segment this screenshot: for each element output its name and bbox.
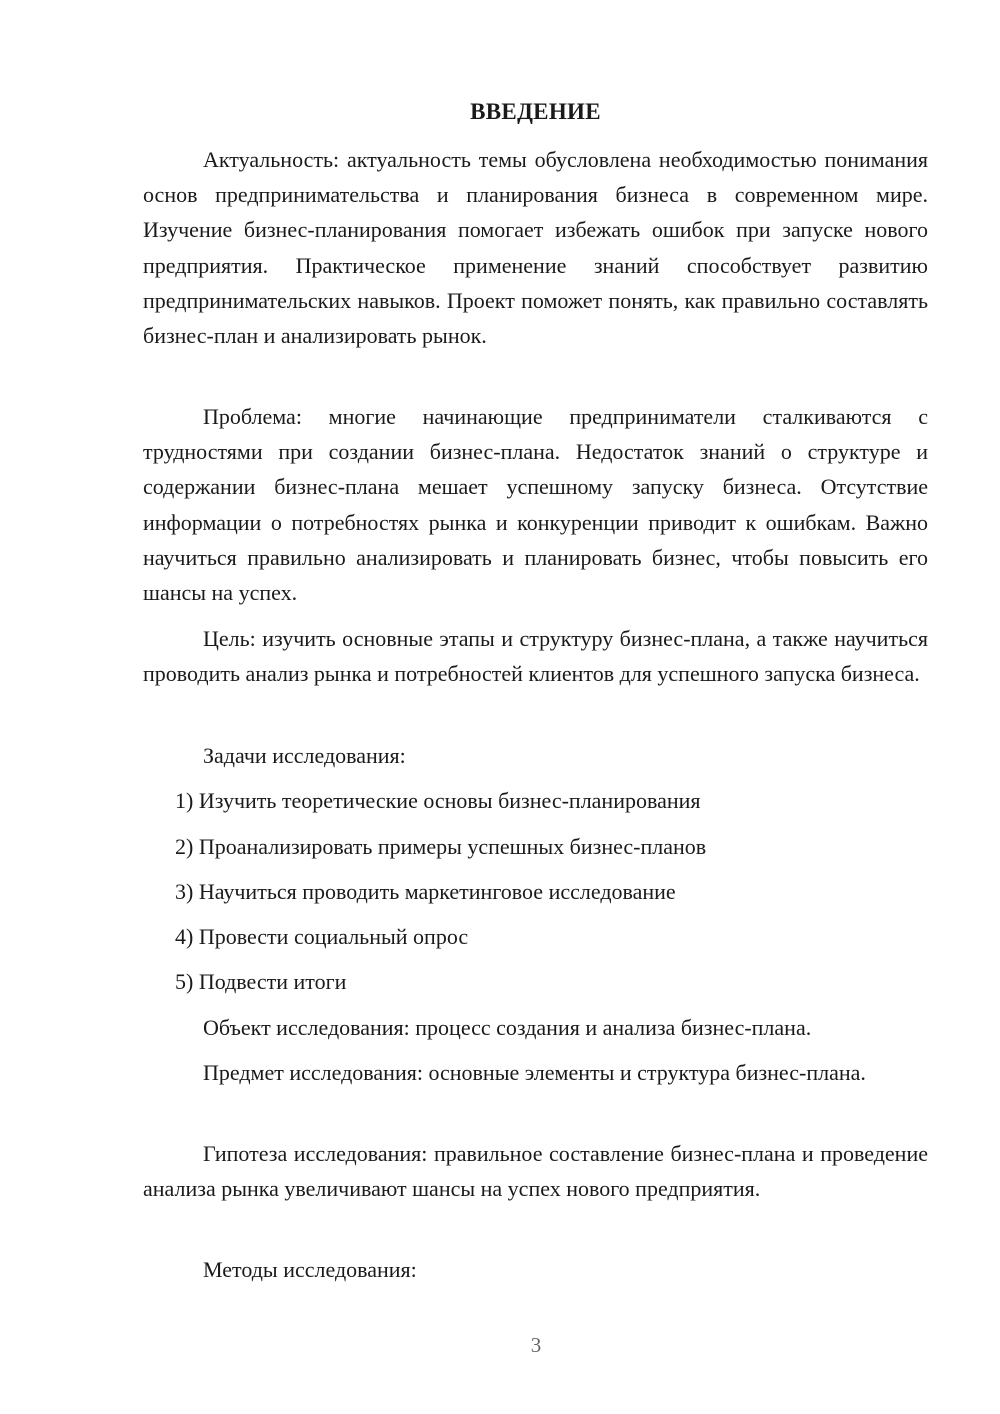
- relevance-paragraph: Актуальность: актуальность темы обусловлена необходимостью понимания основ предпринимательства и планирования бизнеса в современном мире. Изучение бизнес-планирования помогает избежать ошибок при запуске нового предприятия. Практическое применение знаний способствует развитию предпринимательских навыков. Проект поможет понять, как правильно составлять бизнес-план и анализировать рынок.: [143, 147, 928, 349]
- page-number: 3: [530, 1333, 542, 1357]
- methods-heading: Методы исследования:: [203, 1257, 417, 1282]
- hypothesis-paragraph: Гипотеза исследования: правильное составление бизнес-плана и проведение анализа рынка увеличивают шансы на успех нового предприятия.: [143, 1141, 928, 1202]
- subject-paragraph: Предмет исследования: основные элементы и структура бизнес-плана.: [203, 1060, 866, 1085]
- goal-paragraph: Цель: изучить основные этапы и структуру бизнес-плана, а также научиться проводить анализ рынка и потребностей клиентов для успешного запуска бизнеса.: [143, 626, 928, 687]
- task-list-item: 4) Провести социальный опрос: [175, 924, 469, 949]
- page-title: ВВЕДЕНИЕ: [470, 99, 601, 124]
- task-list-item: 1) Изучить теоретические основы бизнес-планирования: [175, 788, 701, 813]
- tasks-heading: Задачи исследования:: [203, 743, 406, 768]
- task-list-item: 2) Проанализировать примеры успешных бизнес-планов: [175, 834, 707, 859]
- problem-paragraph: Проблема: многие начинающие предприниматели сталкиваются с трудностями при создании бизнес-плана. Недостаток знаний о структуре и содержании бизнес-плана мешает успешному запуску бизнеса. Отсутствие информации о потребностях рынка и конкуренции приводит к ошибкам. Важно научиться правильно анализировать и планировать бизнес, чтобы повысить его шансы на успех.: [143, 404, 928, 606]
- task-list-item: 3) Научиться проводить маркетинговое исследование: [175, 879, 676, 904]
- task-list-item: 5) Подвести итоги: [175, 969, 347, 994]
- object-paragraph: Объект исследования: процесс создания и анализа бизнес-плана.: [203, 1015, 812, 1040]
